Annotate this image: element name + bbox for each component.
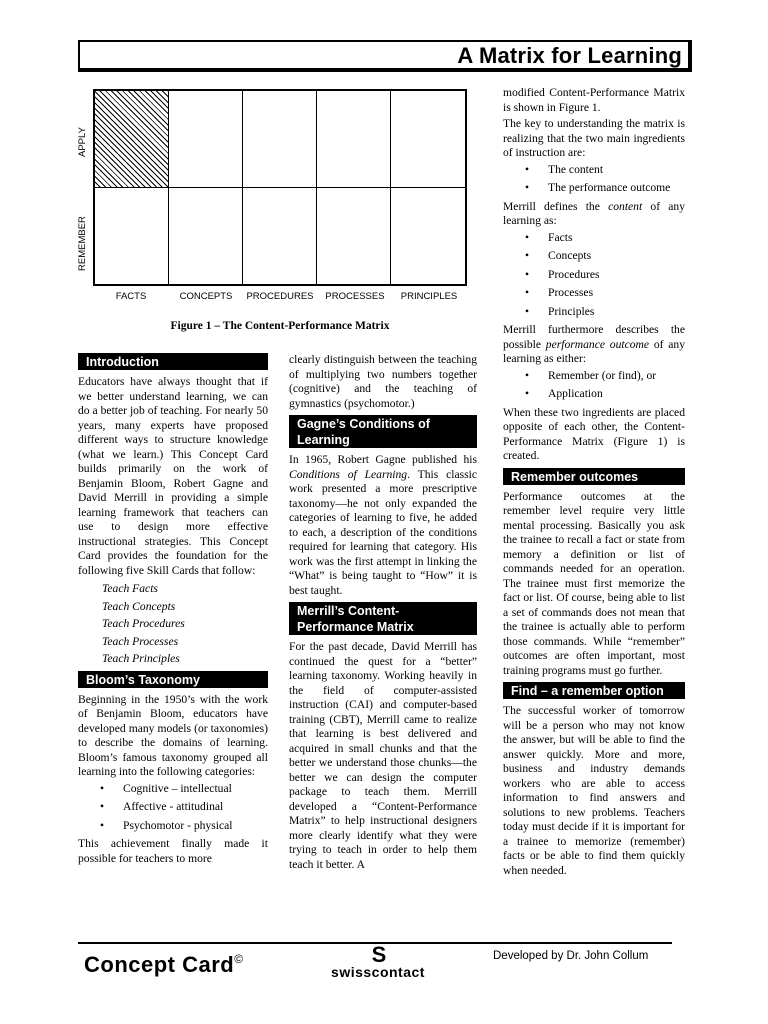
gagne-text-pre: In 1965, Robert Gagne published his <box>289 453 477 466</box>
list-item: • Processes <box>503 286 685 301</box>
gagne-text <box>289 453 477 598</box>
furthermore-pre: Merrill furthermore describes the possible <box>503 323 685 351</box>
y-label-apply: APPLY <box>77 127 88 157</box>
defines-text <box>503 200 685 229</box>
y-label-remember: REMEMBER <box>77 216 88 271</box>
footer-brand <box>84 952 244 978</box>
continued-text: clearly distinguish between the teaching of multiplying two numbers together (cognitive) and the teaching of gymnastics (psychomotor.) <box>289 353 477 410</box>
x-label-concepts: CONCEPTS <box>179 291 233 302</box>
list-item: • Principles <box>503 305 685 320</box>
furthermore-post: of any learning as either: <box>503 337 686 365</box>
logo-name: swisscontact <box>331 964 425 980</box>
logo-mark: S <box>371 942 385 967</box>
outcome-list <box>503 369 685 402</box>
x-label-processes: PROCESSES <box>325 291 385 302</box>
remember-text: Performance outcomes at the remember level require very little mental processing. Basically you ask the trainee to recall a fact or state from memory a definition or list of commands needed for an operation. The trainee must first memorize the fact or list. Of course, being able to list a set of commands does not mean that the trainee is actually able to perform those commands. While “remember” outcomes are often important, most training programs must go further. <box>503 489 685 677</box>
furthermore-em: performance outcome <box>545 337 650 351</box>
gagne-book-title: Conditions of Learning <box>289 467 408 481</box>
bloom-list <box>78 782 268 834</box>
heading-merrill: Merrill’s Content-Performance Matrix <box>289 602 477 635</box>
heading-blooms-taxonomy: Bloom’s Taxonomy <box>78 671 268 688</box>
content-list <box>503 231 685 320</box>
matrix-cell <box>169 91 243 188</box>
column-1 <box>78 349 268 868</box>
bloom-after-text: This achievement finally made it possible for teachers to more <box>78 837 268 865</box>
matrix-cell <box>169 188 243 285</box>
footer-credit: Developed by Dr. John Collum <box>493 950 649 962</box>
matrix-cell <box>317 188 391 285</box>
merrill-text: For the past decade, David Merrill has continued the quest for a “better” learning taxonomy. Working heavily in the field of computer-assisted instruction (CAI) and computer-based training (CBT), Merrill came to realize that learning is best delivered and acquired in small chunks and that the better we understand those chunks—the better we can design the computer package to teach them. Merrill developed a “Content-Performance Matrix” to help instructional designers more clearly identify what they were trying to teach in order to help them teach it better. A <box>289 640 477 871</box>
ingredients-list <box>503 163 685 196</box>
furthermore-text <box>503 323 685 367</box>
column-3 <box>503 86 685 880</box>
list-item: • Remember (or find), or <box>503 369 685 384</box>
x-label-principles: PRINCIPLES <box>400 291 458 302</box>
gagne-text-post: . This classic work presented a more prescriptive taxonomy—he not only expanded the categories of learning to five, he added to each, a description of the conditions required for learning that category. His work was the first attempt in linking the “What” is being taught to “How” it is best taught. <box>289 467 477 597</box>
list-item: • Application <box>503 387 685 402</box>
swisscontact-logo <box>313 942 443 980</box>
heading-find: Find – a remember option <box>503 682 685 699</box>
matrix-cell <box>317 91 391 188</box>
list-item: • Facts <box>503 231 685 246</box>
find-text: The successful worker of tomorrow will be a person who may not know the answer, but will be able to find the answer quickly. More and more, business and industry demands workers who are able to access information to find answers and solutions to new problems. Teachers today must decide if it is important for a trainee to memorize (remember) facts or be able to find them quickly when needed. <box>503 704 685 877</box>
defines-em: content <box>608 199 643 213</box>
list-item: • Psychomotor - physical <box>78 819 268 834</box>
list-item: Teach Processes <box>102 634 179 648</box>
matrix-cell-apply-facts <box>95 91 169 188</box>
list-item: Teach Procedures <box>102 617 185 630</box>
x-label-facts: FACTS <box>115 291 147 302</box>
matrix-cell <box>243 91 317 188</box>
figure-caption: Figure 1 – The Content-Performance Matrix <box>170 320 390 332</box>
list-item: • The content <box>503 163 685 178</box>
heading-introduction: Introduction <box>78 353 268 370</box>
list-item: • Procedures <box>503 268 685 283</box>
matrix-cell <box>243 188 317 285</box>
opposite-text: When these two ingredients are placed opposite of each other, the Content-Performance Matrix (Figure 1) is created. <box>503 405 685 462</box>
list-item: Teach Facts <box>102 582 158 595</box>
list-item: • Cognitive – intellectual <box>78 782 268 797</box>
list-item: • Concepts <box>503 249 685 264</box>
content-performance-matrix <box>93 89 467 286</box>
list-item: Teach Principles <box>102 652 180 665</box>
page-title: A Matrix for Learning <box>457 43 682 68</box>
matrix-cell <box>95 188 169 285</box>
brand-name: Concept Card <box>84 952 235 977</box>
matrix-cell <box>391 91 465 188</box>
list-item: • Affective - attitudinal <box>78 800 268 815</box>
heading-gagne: Gagne’s Conditions of Learning <box>289 415 477 448</box>
continued-text: modified Content-Performance Matrix is shown in Figure 1. <box>503 86 685 114</box>
matrix-cell <box>391 188 465 285</box>
defines-pre: Merrill defines the <box>503 199 609 213</box>
key-text: The key to understanding the matrix is realizing that the two main ingredients of instruction are: <box>503 117 685 159</box>
heading-remember-outcomes: Remember outcomes <box>503 468 685 485</box>
copyright-mark: © <box>234 952 244 966</box>
x-label-procedures: PROCEDURES <box>246 291 314 302</box>
column-2 <box>289 353 477 874</box>
list-item: • The performance outcome <box>503 181 685 196</box>
title-box <box>78 40 692 72</box>
defines-post: of any learning as: <box>503 199 685 227</box>
bloom-text: Beginning in the 1950’s with the work of Benjamin Bloom, educators have developed many models (or taxonomies) to describe the domains of learning. Bloom’s famous taxonomy grouped all learning into the following categories: <box>78 692 268 778</box>
list-item: Teach Concepts <box>102 599 176 613</box>
skill-card-list <box>78 582 268 667</box>
intro-text: Educators have always thought that if we better understand learning, we can do a better job of teaching. For nearly 50 years, many experts have proposed different ways to structure knowledge (what we learn.) This Concept Card builds primarily on the work of Benjamin Bloom, Robert Gagne and David Merrill in providing a simple learning framework that teachers can use to design more effective instructional strategies. This Concept Card provides the foundation for the following five Skill Cards that follow: <box>78 375 268 577</box>
